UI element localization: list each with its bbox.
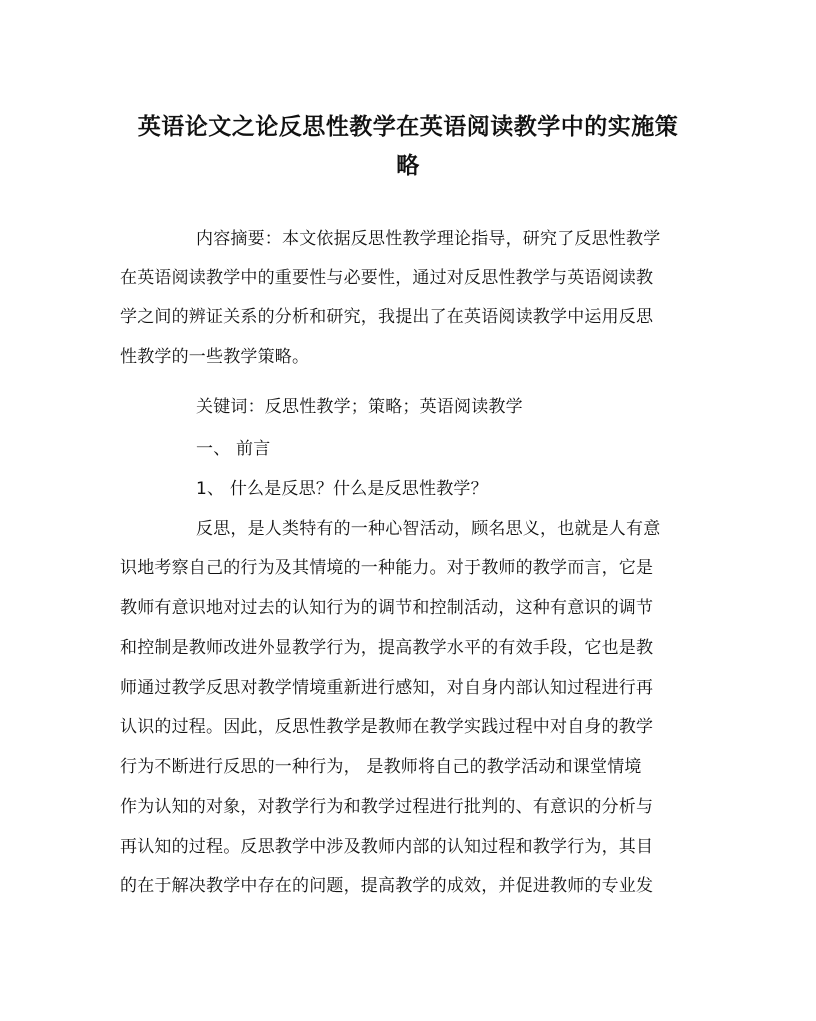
body-line-2: 识地考察自己的行为及其情境的一种能力。对于教师的教学而言，它是 bbox=[120, 558, 654, 578]
document-title-line-1: 英语论文之论反思性教学在英语阅读教学中的实施策 bbox=[137, 113, 679, 140]
body-line-1: 反思，是人类特有的一种心智活动，顾名思义，也就是人有意 bbox=[196, 519, 661, 539]
body-line-8: 作为认知的对象，对教学行为和教学过程进行批判的、有意识的分析与 bbox=[120, 797, 654, 817]
subsection-heading: 1、 什么是反思？什么是反思性教学？ bbox=[196, 479, 488, 499]
abstract-line-2: 在英语阅读教学中的重要性与必要性，通过对反思性教学与英语阅读教 bbox=[120, 268, 654, 288]
body-line-4: 和控制是教师改进外显教学行为，提高教学水平的有效手段，它也是教 bbox=[120, 638, 654, 658]
body-line-10: 的在于解决教学中存在的问题，提高教学的成效，并促进教师的专业发 bbox=[120, 876, 654, 896]
keywords-line: 关键词：反思性教学；策略；英语阅读教学 bbox=[196, 397, 523, 417]
body-line-5: 师通过教学反思对教学情境重新进行感知，对自身内部认知过程进行再 bbox=[120, 678, 654, 698]
body-line-7: 行为不断进行反思的一种行为， 是教师将自己的教学活动和课堂情境 bbox=[120, 757, 642, 777]
section-heading: 一、 前言 bbox=[196, 439, 271, 459]
abstract-line-4: 性教学的一些教学策略。 bbox=[120, 347, 310, 367]
body-line-3: 教师有意识地对过去的认知行为的调节和控制活动，这种有意识的调节 bbox=[120, 598, 654, 618]
body-line-9: 再认知的过程。反思教学中涉及教师内部的认知过程和教学行为，其目 bbox=[120, 837, 654, 857]
abstract-line-1: 内容摘要：本文依据反思性教学理论指导，研究了反思性教学 bbox=[196, 229, 661, 249]
body-line-6: 认识的过程。因此，反思性教学是教师在教学实践过程中对自身的教学 bbox=[120, 717, 654, 737]
document-title-line-2: 略 bbox=[396, 152, 420, 179]
abstract-line-3: 学之间的辨证关系的分析和研究，我提出了在英语阅读教学中运用反思 bbox=[120, 307, 654, 327]
